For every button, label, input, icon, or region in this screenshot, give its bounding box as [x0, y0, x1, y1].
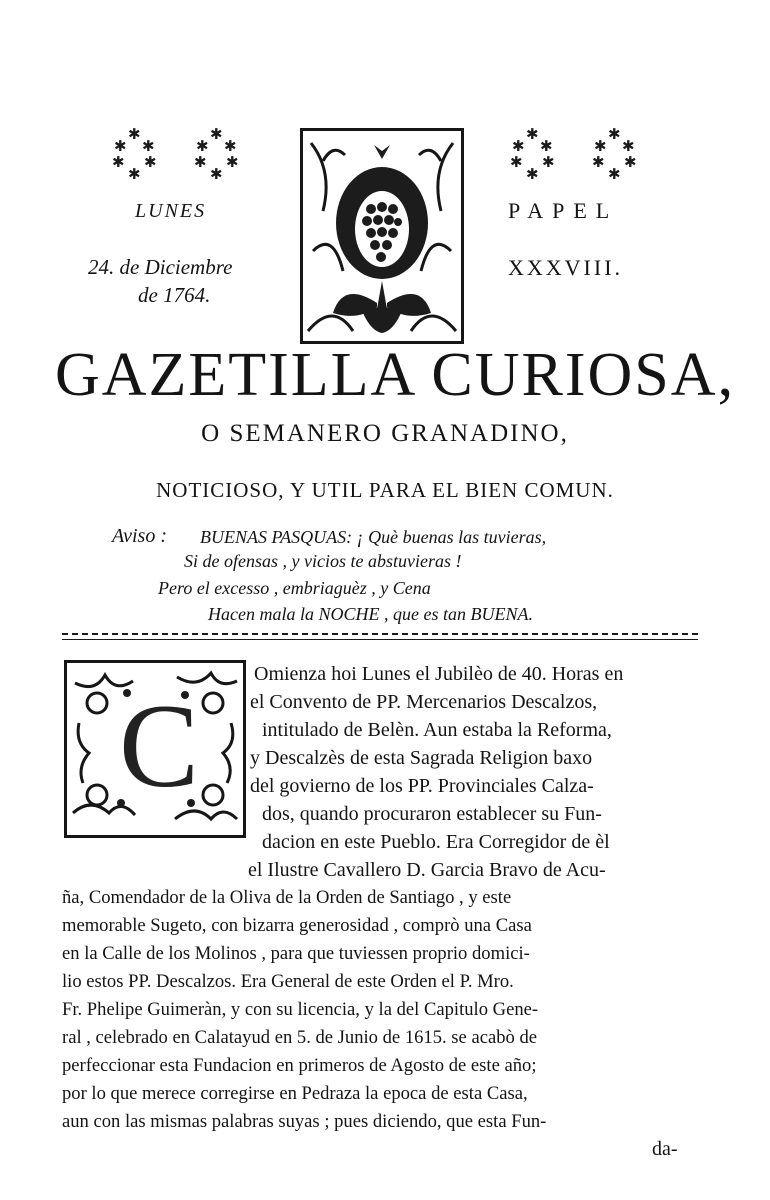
ornamental-initial-icon — [64, 660, 246, 838]
aviso-verse-line: BUENAS PASQUAS: ¡ Què buenas las tuvieras, — [200, 527, 547, 547]
aviso-label: Aviso : — [112, 525, 167, 547]
article-line: del govierno de los PP. Provinciales Calza- — [250, 775, 594, 797]
aviso-verse-line: Si de ofensas , y vicios te abstuvieras ! — [184, 551, 462, 571]
star-ornament-icon: ✱ ✱ ✱ ✱ ✱ ✱ — [194, 127, 239, 183]
masthead-tagline: NOTICIOSO, Y UTIL PARA EL BIEN COMUN. — [156, 478, 614, 502]
issue-day: LUNES — [135, 200, 207, 222]
article-line: lio estos PP. Descalzos. Era General de este Orden el P. Mro. — [62, 971, 514, 992]
star-ornament-icon: ✱ ✱ ✱ ✱ ✱ ✱ — [510, 127, 555, 183]
article-line: por lo que merece corregirse en Pedraza la epoca de esta Casa, — [62, 1083, 528, 1104]
drop-cap-letter: C — [119, 679, 200, 812]
section-divider — [62, 633, 698, 640]
article-line: perfeccionar esta Fundacion en primeros de Agosto de este año; — [62, 1055, 537, 1076]
article-line: en la Calle de los Molinos , para que tuviessen proprio domici- — [62, 943, 530, 964]
article-line: Fr. Phelipe Guimeràn, y con su licencia, y la del Capitulo Gene- — [62, 999, 539, 1020]
article-line: Omienza hoi Lunes el Jubilèo de 40. Horas en — [254, 663, 624, 685]
star-ornament-icon: ✱ ✱ ✱ ✱ ✱ ✱ — [112, 127, 157, 183]
issue-year: de 1764. — [138, 283, 211, 307]
article-line: el Ilustre Cavallero D. Garcia Bravo de Acu- — [248, 859, 606, 881]
article-line: el Convento de PP. Mercenarios Descalzos, — [250, 691, 598, 713]
issue-date: 24. de Diciembre — [88, 255, 233, 279]
article-line: memorable Sugeto, con bizarra generosidad , comprò una Casa — [62, 915, 532, 936]
masthead-title: GAZETILLA CURIOSA, — [55, 341, 736, 409]
catchword: da- — [652, 1138, 678, 1160]
article-line: ral , celebrado en Calatayud en 5. de Junio de 1615. se acabò de — [62, 1027, 537, 1048]
pomegranate-woodcut-icon — [300, 128, 464, 344]
article-line: y Descalzès de esta Sagrada Religion baxo — [250, 747, 593, 769]
star-ornament-icon: ✱ ✱ ✱ ✱ ✱ ✱ — [592, 127, 637, 183]
paper-number: XXXVIII. — [508, 255, 624, 280]
masthead-subtitle: O SEMANERO GRANADINO, — [201, 420, 569, 447]
article-line: dos, quando procuraron establecer su Fun- — [262, 803, 602, 825]
aviso-verse-line: Hacen mala la NOCHE , que es tan BUENA. — [208, 604, 533, 624]
aviso-verse-line: Pero el excesso , embriaguèz , y Cena — [158, 578, 431, 598]
article-line: dacion en este Pueblo. Era Corregidor de èl — [262, 831, 610, 853]
article-line: aun con las mismas palabras suyas ; pues diciendo, que esta Fun- — [62, 1111, 547, 1132]
article-line: ña, Comendador de la Oliva de la Orden de Santiago , y este — [62, 887, 512, 908]
paper-label: PAPEL — [508, 198, 619, 223]
article-line: intitulado de Belèn. Aun estaba la Reforma, — [262, 719, 612, 741]
